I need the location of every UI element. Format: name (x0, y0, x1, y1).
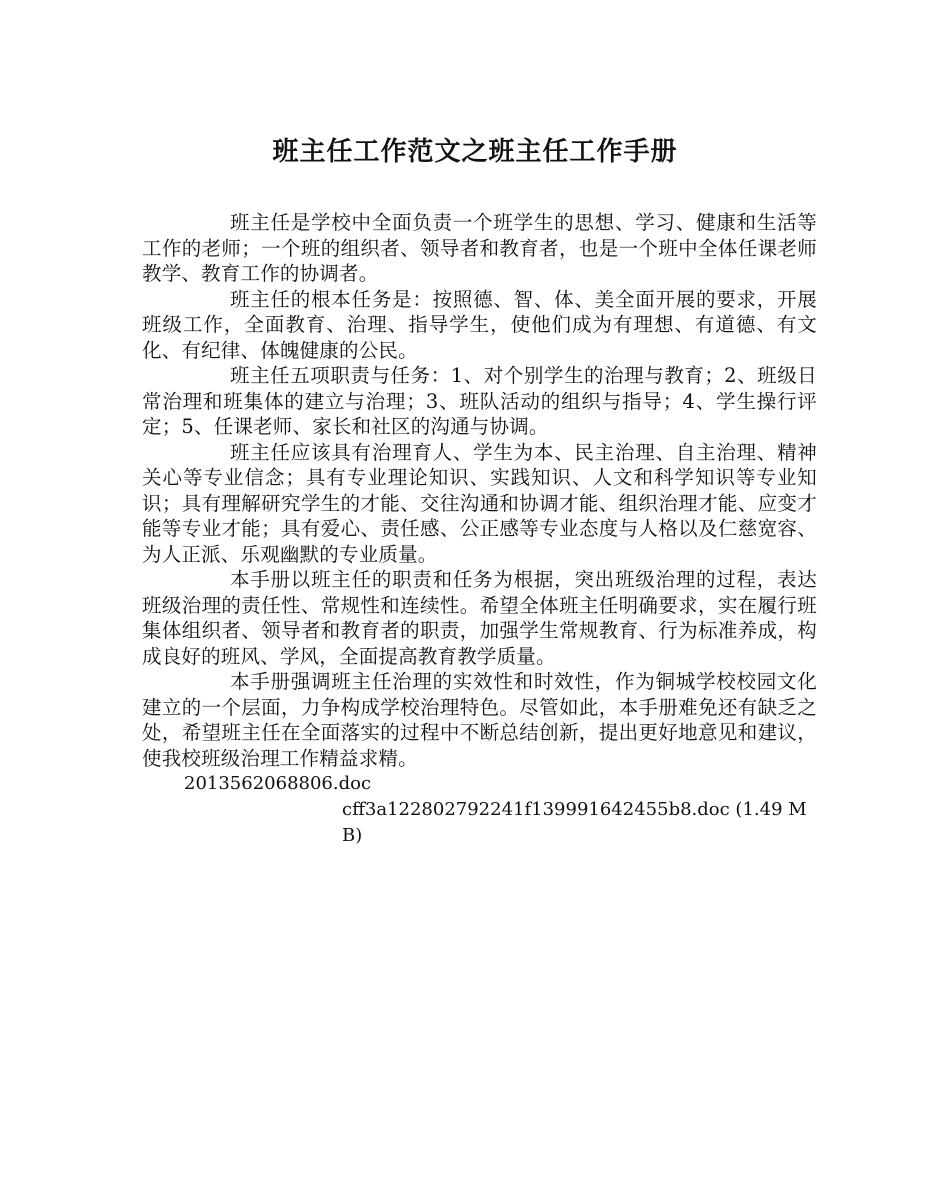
document-body (142, 210, 817, 849)
paragraph-professional-qualities: 班主任应该具有治理育人、学生为本、民主治理、自主治理、精神关心等专业信念；具有专业理论知识、实践知识、人文和科学知识等专业知识；具有理解研究学生的才能、交往沟通和协调才能、组织治理才能、应变才能等专业才能；具有爱心、责任感、公正感等专业态度与人格以及仁慈宽容、为人正派、乐观幽默的专业质量。 (142, 440, 817, 566)
paragraph-handbook-purpose: 本手册以班主任的职责和任务为根据，突出班级治理的过程，表达班级治理的责任性、常规性和连续性。希望全体班主任明确要求，实在履行班集体组织者、领导者和教育者的职责，加强学生常规教育、行为标准养成，构成良好的班风、学风，全面提高教育教学质量。 (142, 568, 817, 668)
attachment-file-name-size: cff3a122802792241f139991642455b8.doc (1.49 MB) (342, 799, 807, 846)
paragraph-five-duties: 班主任五项职责与任务：1、对个别学生的治理与教育；2、班级日常治理和班集体的建立与治理；3、班队活动的组织与指导；4、学生操行评定；5、任课老师、家长和社区的沟通与协调。 (142, 364, 817, 438)
paragraph-role-definition: 班主任是学校中全面负责一个班学生的思想、学习、健康和生活等工作的老师；一个班的组织者、领导者和教育者，也是一个班中全体任课老师教学、教育工作的协调者。 (142, 211, 817, 285)
paragraph-handbook-emphasis: 本手册强调班主任治理的实效性和时效性，作为铜城学校校园文化建立的一个层面，力争构成学校治理特色。尽管如此，本手册难免还有缺乏之处，希望班主任在全面落实的过程中不断总结创新，提出更好地意见和建议，使我校班级治理工作精益求精。 (142, 670, 817, 770)
document-title: 班主任工作范文之班主任工作手册 (272, 137, 678, 167)
attachment-file-name: 2013562068806.doc (184, 773, 372, 794)
paragraph-basic-task: 班主任的根本任务是：按照德、智、体、美全面开展的要求，开展班级工作，全面教育、治理、指导学生，使他们成为有理想、有道德、有文化、有纪律、体魄健康的公民。 (142, 287, 817, 362)
